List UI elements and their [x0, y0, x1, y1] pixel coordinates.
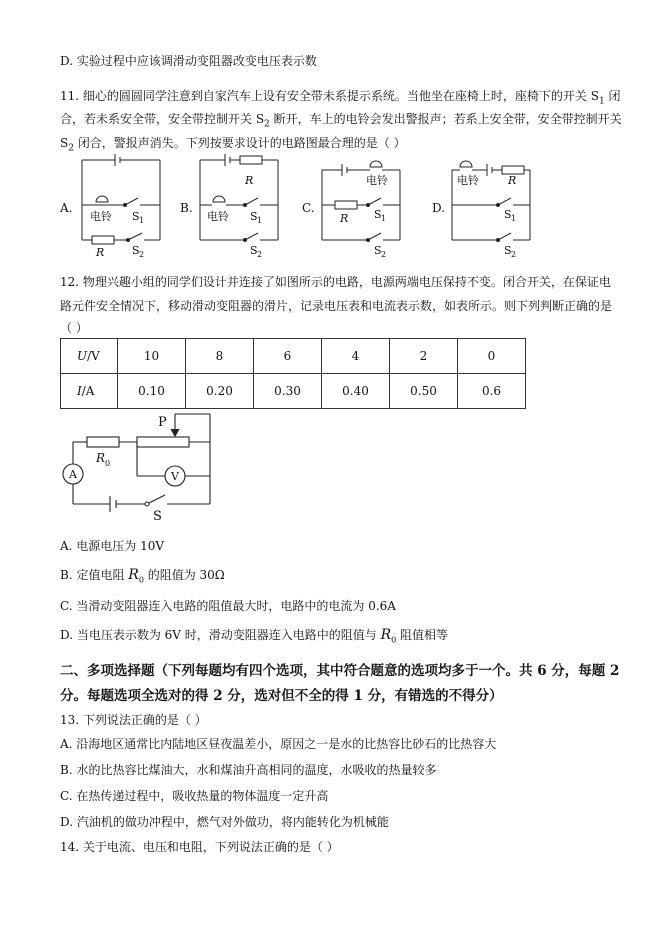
- slider-p-label: P: [158, 415, 167, 430]
- ammeter-label: A: [69, 468, 77, 481]
- q12-stem-line1: 12. 物理兴趣小组的同学们设计并连接了如图所示的电路，电源两端电压保持不变。闭合开关，在保证电: [60, 275, 611, 289]
- r0-label: R: [96, 451, 106, 465]
- q12-data-table: [60, 338, 526, 409]
- circuit-a: [82, 154, 160, 244]
- svg-text:2: 2: [381, 250, 387, 259]
- table-row-u: [61, 339, 526, 374]
- svg-text:S: S: [250, 244, 258, 257]
- svg-text:S: S: [132, 210, 140, 223]
- table-cell: 6: [254, 339, 322, 374]
- q12-circuit-diagram: [55, 412, 225, 522]
- svg-text:R: R: [340, 212, 349, 225]
- q12-stem-line2: 路元件安全情况下，移动滑动变阻器的滑片，记录电压表和电流表示数，如表所示。则下列判断正确的是: [60, 299, 613, 313]
- svg-text:R: R: [508, 174, 517, 187]
- bell-a: 电铃: [90, 210, 112, 223]
- svg-text:S: S: [374, 208, 382, 221]
- svg-text:S: S: [504, 244, 512, 257]
- svg-text:1: 1: [139, 216, 145, 225]
- q13-option-c: C. 在热传递过程中，吸收热量的物体温度一定升高: [60, 789, 329, 803]
- table-row-i: [61, 374, 526, 409]
- opt-d-label: D.: [432, 201, 446, 215]
- q13-option-b: B. 水的比热容比煤油大，水和煤油升高相同的温度，水吸收的热量较多: [60, 763, 437, 777]
- table-cell: 0.50: [390, 374, 458, 409]
- table-cell: 0.40: [322, 374, 390, 409]
- svg-text:2: 2: [257, 250, 263, 259]
- opt-b-label: B.: [180, 201, 193, 215]
- svg-text:S: S: [374, 244, 382, 257]
- table-cell: 10: [118, 339, 186, 374]
- table-cell: 0.6: [458, 374, 526, 409]
- circuit-b: [200, 154, 278, 242]
- q12-stem-line3: （ ）: [60, 321, 88, 335]
- table-cell: 8: [186, 339, 254, 374]
- q13-stem: 13. 下列说法正确的是（ ）: [60, 713, 207, 727]
- svg-text:1: 1: [381, 214, 387, 223]
- q11-circuit-diagrams: [0, 150, 661, 260]
- table-cell: 0: [458, 339, 526, 374]
- q12-option-c: C. 当滑动变阻器连入电路的阻值最大时，电路中的电流为 0.6A: [60, 599, 396, 613]
- svg-text:2: 2: [511, 250, 517, 259]
- opt-a-label: A.: [60, 201, 73, 215]
- svg-text:S: S: [504, 208, 512, 221]
- q10-option-d: D. 实验过程中应该调滑动变阻器改变电压表示数: [60, 54, 317, 68]
- svg-text:0: 0: [105, 459, 111, 468]
- svg-text:1: 1: [511, 214, 517, 223]
- switch-s-label: S: [153, 509, 162, 522]
- svg-text:1: 1: [257, 216, 263, 225]
- svg-text:S: S: [132, 244, 140, 257]
- opt-c-label: C.: [302, 201, 315, 215]
- section2-heading-line2: 分。每题选项全选对的得 2 分，选对但不全的得 1 分，有错选的不得分）: [60, 688, 503, 704]
- q11-stem-line3: $S_2$ 闭合，警报声消失。下列按要求设计的电路图最合理的是（ ）: [60, 136, 406, 154]
- voltmeter-label: V: [171, 470, 179, 483]
- svg-text:电铃: 电铃: [457, 174, 479, 187]
- q14-stem: 14. 关于电流、电压和电阻，下列说法正确的是（ ）: [60, 840, 339, 854]
- table-cell: 4: [322, 339, 390, 374]
- svg-text:R: R: [245, 174, 254, 187]
- q11-stem-line2: 合，若未系安全带，安全带控制开关 $S_2$ 断开，车上的电铃会发出警报声；若系上安全带，安全带控制开关: [60, 112, 622, 130]
- svg-text:S: S: [250, 210, 258, 223]
- circuit-c: [322, 161, 400, 242]
- table-cell: 0.10: [118, 374, 186, 409]
- table-cell: 0.20: [186, 374, 254, 409]
- svg-text:电铃: 电铃: [207, 210, 229, 223]
- svg-text:2: 2: [139, 250, 145, 259]
- table-cell: 0.30: [254, 374, 322, 409]
- table-header-u: U/V: [61, 339, 118, 374]
- table-header-i: I/A: [61, 374, 118, 409]
- section2-heading-line1: 二、多项选择题（下列每题均有四个选项，其中符合题意的选项均多于一个。共 6 分，每题 2: [60, 663, 620, 679]
- q13-option-d: D. 汽油机的做功冲程中，燃气对外做功，将内能转化为机械能: [60, 815, 389, 829]
- table-cell: 2: [390, 339, 458, 374]
- q12-option-d: D. 当电压表示数为 6V 时，滑动变阻器连入电路中的阻值与 $R_0$ 阻值相等: [60, 627, 449, 645]
- q12-option-a: A. 电源电压为 10V: [60, 539, 165, 553]
- q12-option-b: B. 定值电阻 $R_0$ 的阻值为 30Ω: [60, 567, 225, 585]
- q11-stem-line1: 11. 细心的圆圆同学注意到自家汽车上设有安全带未系提示系统。当他坐在座椅上时，座椅下的开关 $S_1$ 闭: [60, 89, 621, 107]
- svg-text:电铃: 电铃: [366, 174, 388, 187]
- q13-option-a: A. 沿海地区通常比内陆地区昼夜温差小，原因之一是水的比热容比砂石的比热容大: [60, 737, 497, 751]
- svg-text:R: R: [96, 246, 105, 259]
